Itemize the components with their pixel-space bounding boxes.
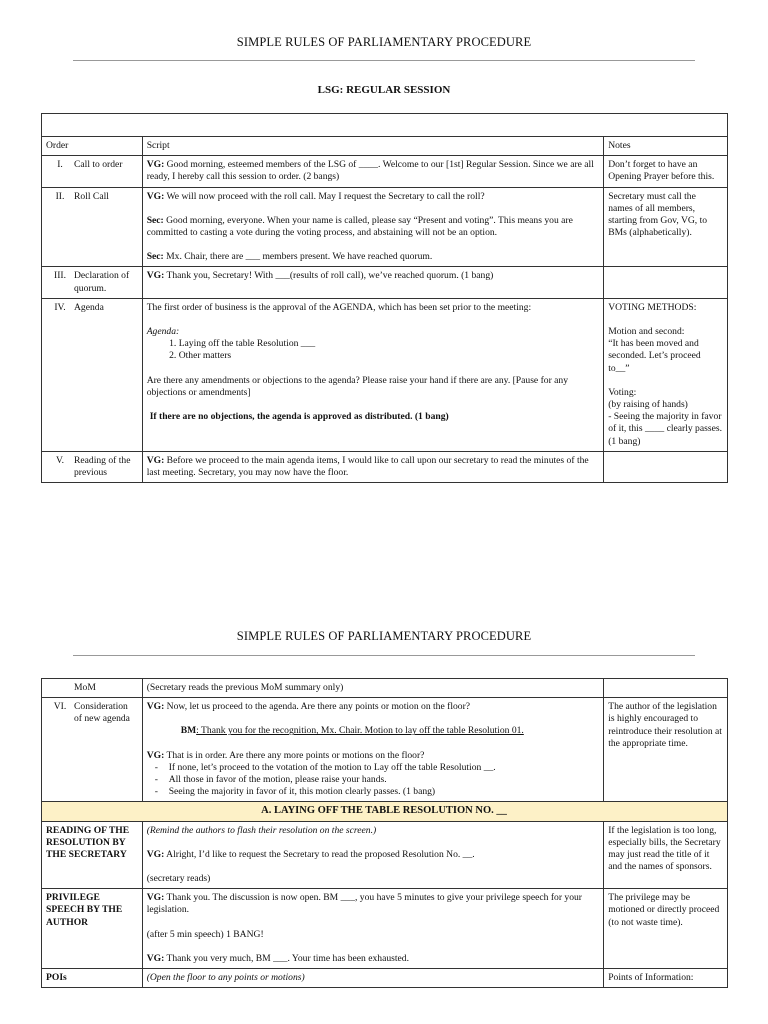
row-number: II.	[55, 190, 65, 202]
script-text: Alright, I’d like to request the Secretary to read the proposed Resolution No. __.	[164, 848, 475, 860]
script-text: Thank you very much, BM ___. Your time has been exhausted.	[164, 952, 409, 964]
script-text: : Thank you for the recognition, Mx. Chair. Motion to lay off the table Resolution 01.	[196, 725, 524, 737]
agenda-label: Agenda:	[146, 326, 180, 338]
speaker-label: VG:	[146, 749, 165, 761]
section-header-row	[42, 802, 728, 821]
row-label: MoM	[74, 682, 96, 693]
page-title: SIMPLE RULES OF PARLIAMENTARY PROCEDURE	[236, 35, 532, 49]
approval-text: If there are no objections, the agenda is approved as distributed. (1 bang)	[149, 411, 449, 423]
script-text: Mx. Chair, there are ___ members present. We have reached quorum.	[163, 251, 433, 263]
script-text: Before we proceed to the main agenda items, I would like to call upon our secretary to read the minutes of the last meeting. Secretary, you may now have the floor.	[146, 454, 589, 479]
agenda-list	[147, 338, 599, 362]
row-notes	[604, 267, 728, 298]
agenda-item: 1. Laying off the table Resolution ___	[179, 338, 599, 350]
row-number: IV.	[54, 301, 66, 313]
votation-steps	[147, 762, 599, 799]
title-divider	[73, 655, 695, 656]
script-text: (Secretary reads the previous MoM summary only)	[142, 679, 604, 698]
speaker-label: VG:	[146, 159, 165, 171]
script-text: (secretary reads)	[146, 873, 211, 885]
voting-text: - Seeing the majority in favor of it, this ____ clearly passes. (1 bang)	[608, 411, 722, 447]
script-text: Thank you. The discussion is now open. BM ___, you have 5 minutes to give your privilege speech for your legislation.	[146, 892, 582, 916]
order-header: Order	[42, 137, 143, 156]
speaker-label: VG:	[146, 892, 165, 904]
script-text: That is in order. Are there any more points or motions on the floor?	[164, 749, 425, 761]
instruction-text: (Open the floor to any points or motions)	[142, 969, 604, 988]
row-number: III.	[54, 270, 66, 282]
row-notes: Points of Information:	[604, 969, 728, 988]
row-notes	[604, 451, 728, 482]
procedure-table-page2	[41, 678, 728, 988]
speaker-label: Sec:	[146, 214, 164, 226]
table-row	[42, 821, 728, 889]
speaker-label: Sec:	[146, 251, 164, 263]
row-notes: Secretary must call the names of all members, starting from Gov, VG, to BMs (alphabetically).	[604, 187, 728, 267]
row-label: Call to order	[74, 159, 123, 171]
script-text: Good morning, esteemed members of the LSG of ____. Welcome to our [1st] Regular Session. Since we are all ready, I hereby call this session to order. (2 bangs)	[146, 159, 594, 183]
row-label: Agenda	[74, 301, 104, 313]
list-item: - All those in favor of the motion, please raise your hands.	[169, 774, 599, 786]
table-header-row	[42, 137, 728, 156]
table-row	[42, 451, 728, 482]
voting-text: (by raising of hands)	[608, 399, 688, 411]
table-row	[42, 187, 728, 267]
script-text: Good morning, everyone. When your name is called, please say “Present and voting”. This means you are committed to casting a vote during the voting process, and abstaining will not be an option.	[146, 214, 573, 239]
voting-methods-title: VOTING METHODS:	[608, 301, 697, 313]
script-text: Thank you, Secretary! With ___(results of roll call), we’ve reached quorum. (1 bang)	[164, 270, 494, 282]
speaker-label: VG:	[146, 848, 165, 860]
row-notes: The privilege may be motioned or directly proceed (to not waste time).	[604, 889, 728, 969]
row-label: READING OF THE RESOLUTION BY THE SECRETARY	[42, 821, 143, 889]
speaker-label: VG:	[146, 454, 165, 466]
agenda-intro: The first order of business is the approval of the AGENDA, which has been set prior to the meeting:	[146, 301, 532, 313]
motion-text: “It has been moved and seconded. Let’s proceed to__”	[608, 338, 701, 374]
amendments-text: Are there any amendments or objections to the agenda? Please raise your hand if there are any. [Pause for any objections or amendments]	[146, 374, 569, 398]
table-row	[42, 267, 728, 298]
row-label: Declaration of quorum.	[74, 270, 130, 294]
speaker-label: BM	[180, 725, 197, 737]
row-notes: Don’t forget to have an Opening Prayer before this.	[604, 156, 728, 187]
row-number: V.	[55, 454, 65, 466]
script-text: (after 5 min speech) 1 BANG!	[146, 928, 264, 940]
procedure-table-page1	[41, 113, 728, 483]
speaker-label: VG:	[146, 952, 165, 964]
script-header: Script	[142, 137, 604, 156]
row-number: I.	[57, 159, 63, 171]
table-row	[42, 969, 728, 988]
title-divider	[73, 60, 695, 61]
section-header: A. LAYING OFF THE TABLE RESOLUTION NO. __	[42, 802, 728, 821]
row-notes: The author of the legislation is highly encouraged to reintroduce their resolution at the appropriate time.	[604, 698, 728, 802]
table-row	[42, 698, 728, 802]
notes-header: Notes	[604, 137, 728, 156]
voting-label: Voting:	[608, 386, 637, 398]
row-label: PRIVILEGE SPEECH BY THE AUTHOR	[42, 889, 143, 969]
speaker-label: VG:	[146, 270, 165, 282]
list-item: - If none, let’s proceed to the votation of the motion to Lay off the table Resolution __.	[169, 762, 599, 774]
row-number: VI.	[53, 701, 67, 713]
row-label: Roll Call	[74, 190, 109, 202]
motion-label: Motion and second:	[608, 326, 685, 338]
row-notes: If the legislation is too long, especially bills, the Secretary may just read the title of it and the names of sponsors.	[604, 821, 728, 889]
row-label: POIs	[42, 969, 143, 988]
session-subtitle: LSG: REGULAR SESSION	[317, 84, 451, 96]
script-text: Now, let us proceed to the agenda. Are there any points or motion on the floor?	[164, 701, 471, 713]
instruction-text: (Remind the authors to flash their resolution on the screen.)	[146, 824, 377, 836]
table-row	[42, 889, 728, 969]
page-title: SIMPLE RULES OF PARLIAMENTARY PROCEDURE	[236, 629, 532, 643]
table-row	[42, 156, 728, 187]
speaker-label: VG:	[146, 190, 165, 202]
list-item: - Seeing the majority in favor of it, this motion clearly passes. (1 bang)	[169, 786, 599, 798]
row-label: Reading of the previous	[74, 454, 131, 479]
row-label: Consideration of new agenda	[74, 701, 130, 725]
speaker-label: VG:	[146, 701, 165, 713]
table-row	[42, 679, 728, 698]
table-blank-row	[42, 114, 728, 137]
table-row	[42, 298, 728, 451]
agenda-item: 2. Other matters	[179, 350, 599, 362]
script-text: We will now proceed with the roll call. May I request the Secretary to call the roll?	[164, 190, 485, 202]
